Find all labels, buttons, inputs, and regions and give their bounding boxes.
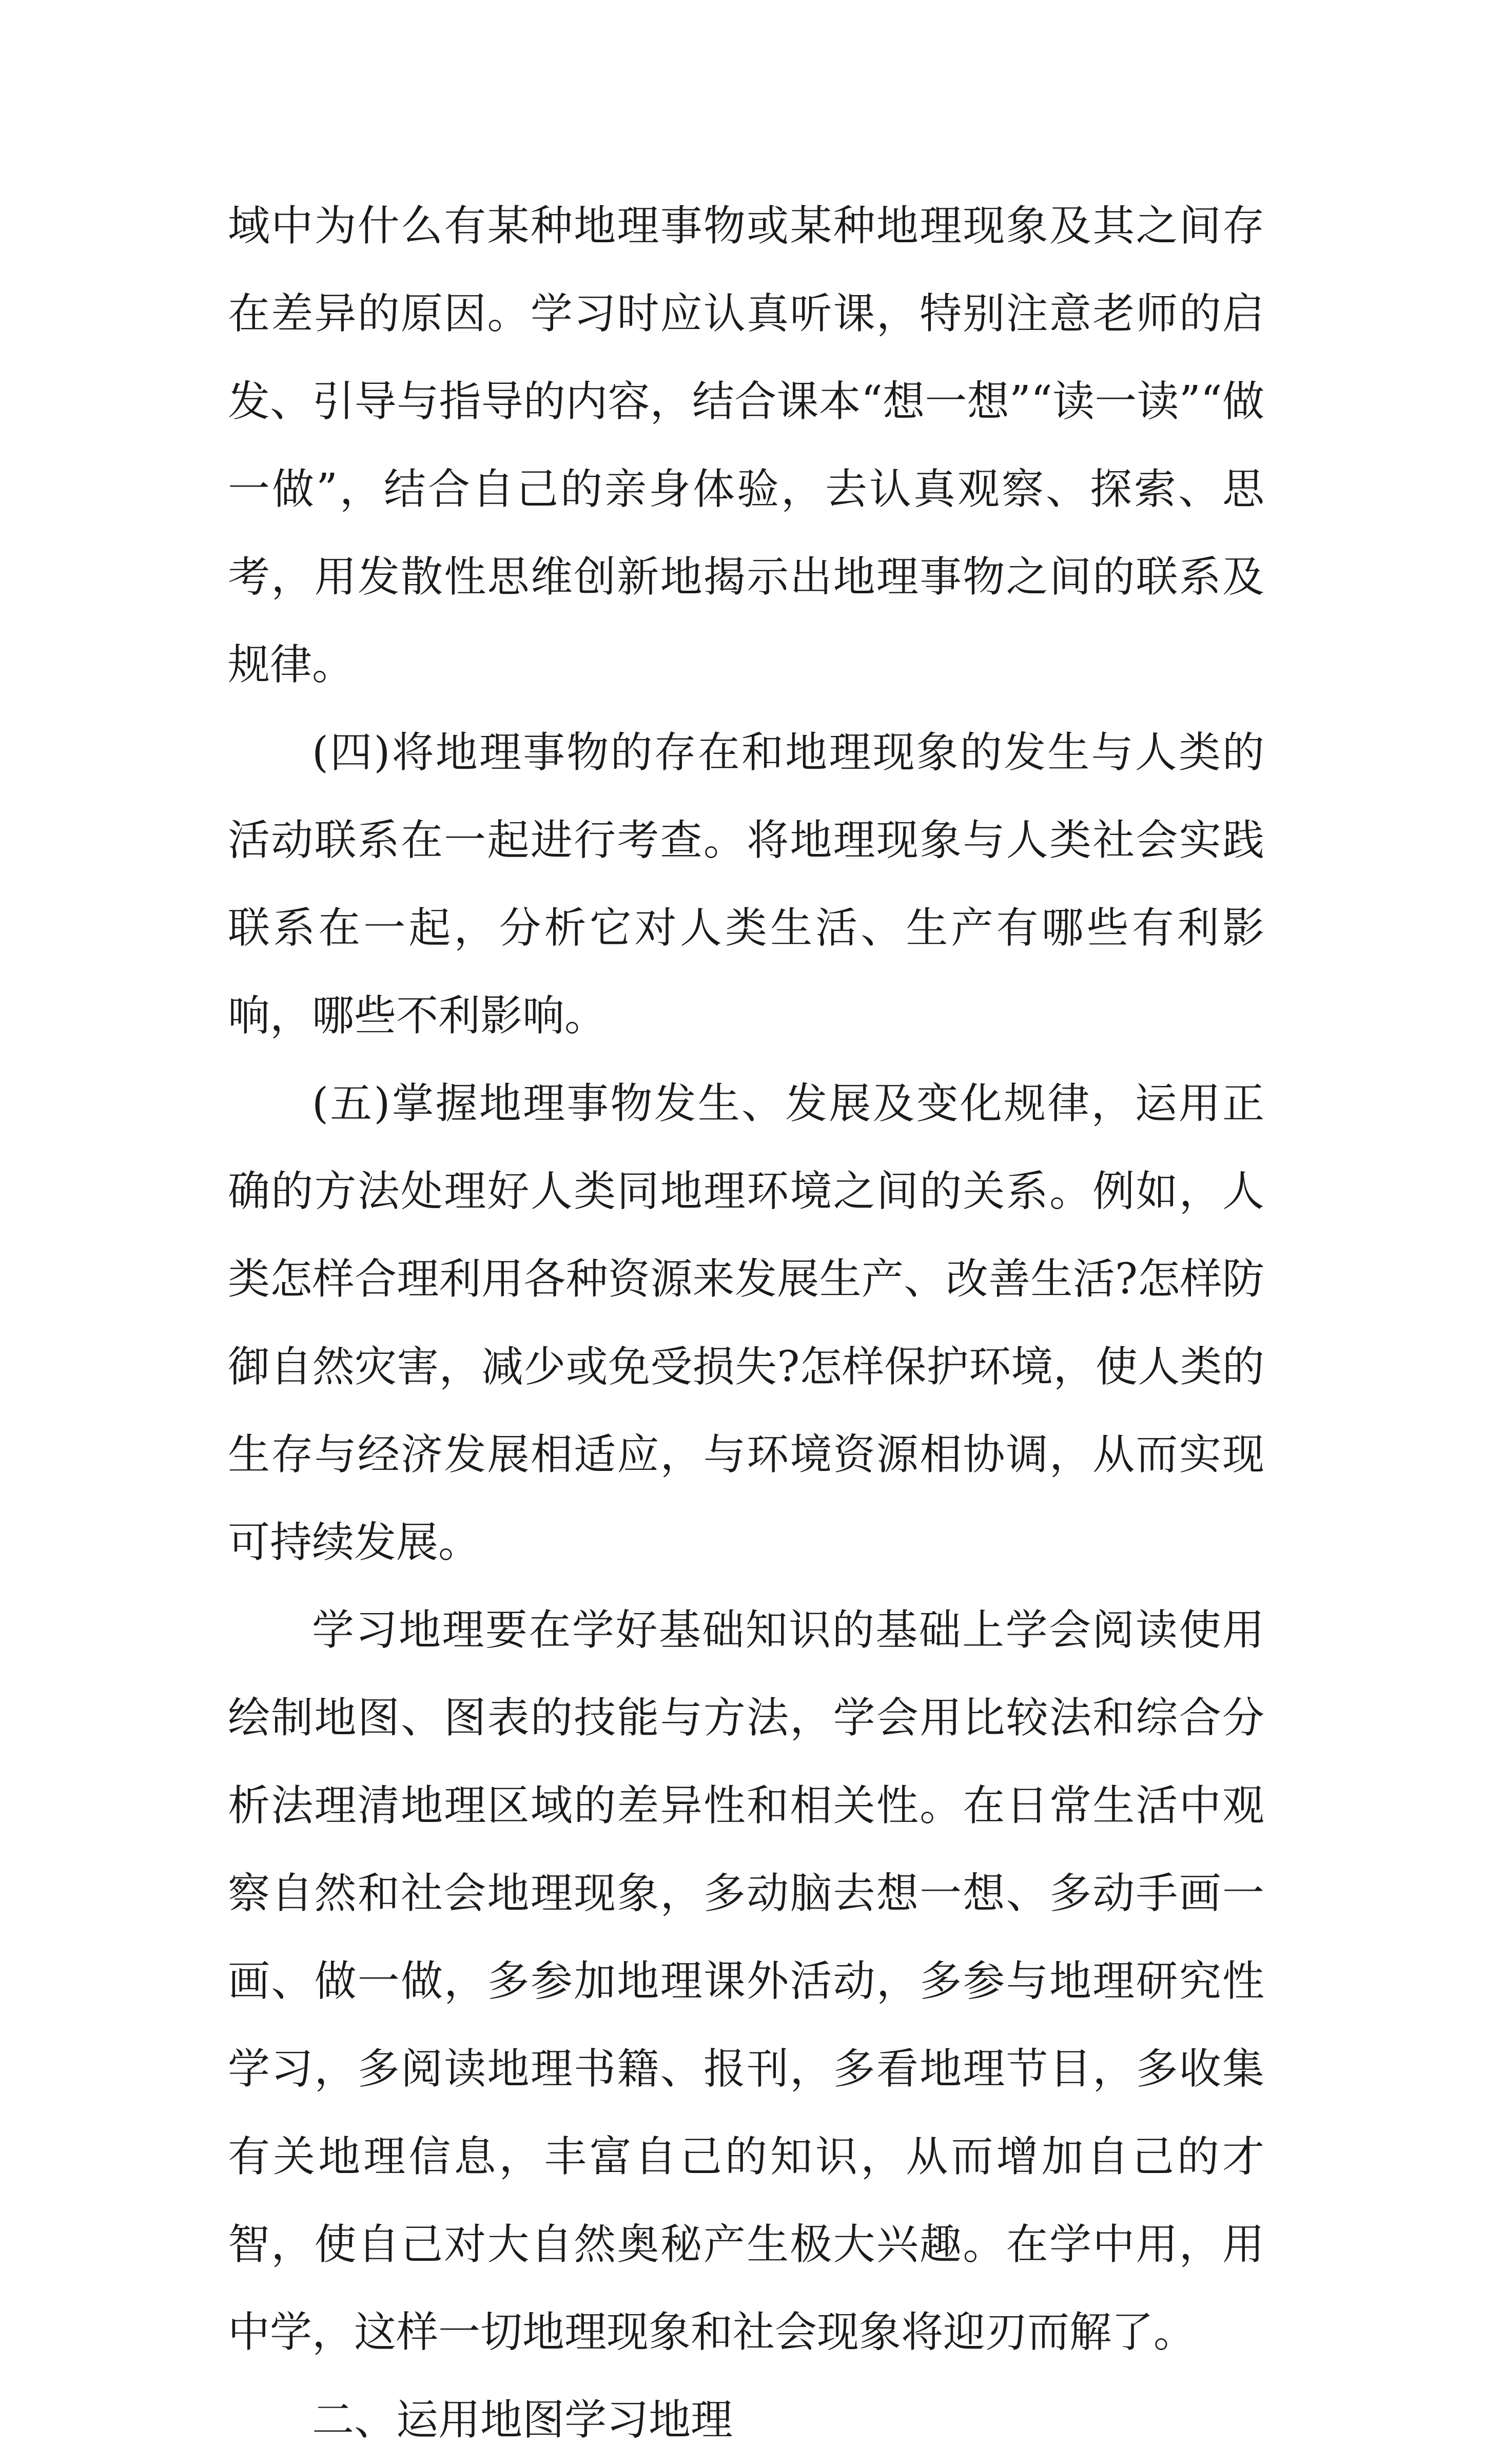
paragraph-item-five: (五)掌握地理事物发生、发展及变化规律，运用正确的方法处理好人类同地理环境之间的关系。例如，人类怎样合理利用各种资源来发展生产、改善生活?怎样防御自然灾害，减少或免受损失?怎样保护环境，使人类的生存与经济发展相适应，与环境资源相协调，从而实现可持续发展。 [228,1079,1264,1567]
document-body [228,182,1264,2464]
paragraph-continuation: 域中为什么有某种地理事物或某种地理现象及其之间存在差异的原因。学习时应认真听课，特别注意老师的启发、引导与指导的内容，结合课本“想一想”“读一读”“做一做”，结合自己的亲身体验，去认真观察、探索、思考，用发散性思维创新地揭示出地理事物之间的联系及规律。 [228,202,1264,689]
section-heading-maps: 二、运用地图学习地理 [312,2396,733,2444]
paragraph-study-advice: 学习地理要在学好基础知识的基础上学会阅读使用绘制地图、图表的技能与方法，学会用比较法和综合分析法理清地理区域的差异性和相关性。在日常生活中观察自然和社会地理现象，多动脑去想一想、多动手画一画、做一做，多参加地理课外活动，多参与地理研究性学习，多阅读地理书籍、报刊，多看地理节目，多收集有关地理信息，丰富自己的知识，从而增加自己的才智，使自己对大自然奥秘产生极大兴趣。在学中用，用中学，这样一切地理现象和社会现象将迎刃而解了。 [228,1606,1264,2357]
paragraph-item-four: (四)将地理事物的存在和地理现象的发生与人类的活动联系在一起进行考查。将地理现象与人类社会实践联系在一起，分析它对人类生活、生产有哪些有利影响，哪些不利影响。 [228,728,1264,1040]
